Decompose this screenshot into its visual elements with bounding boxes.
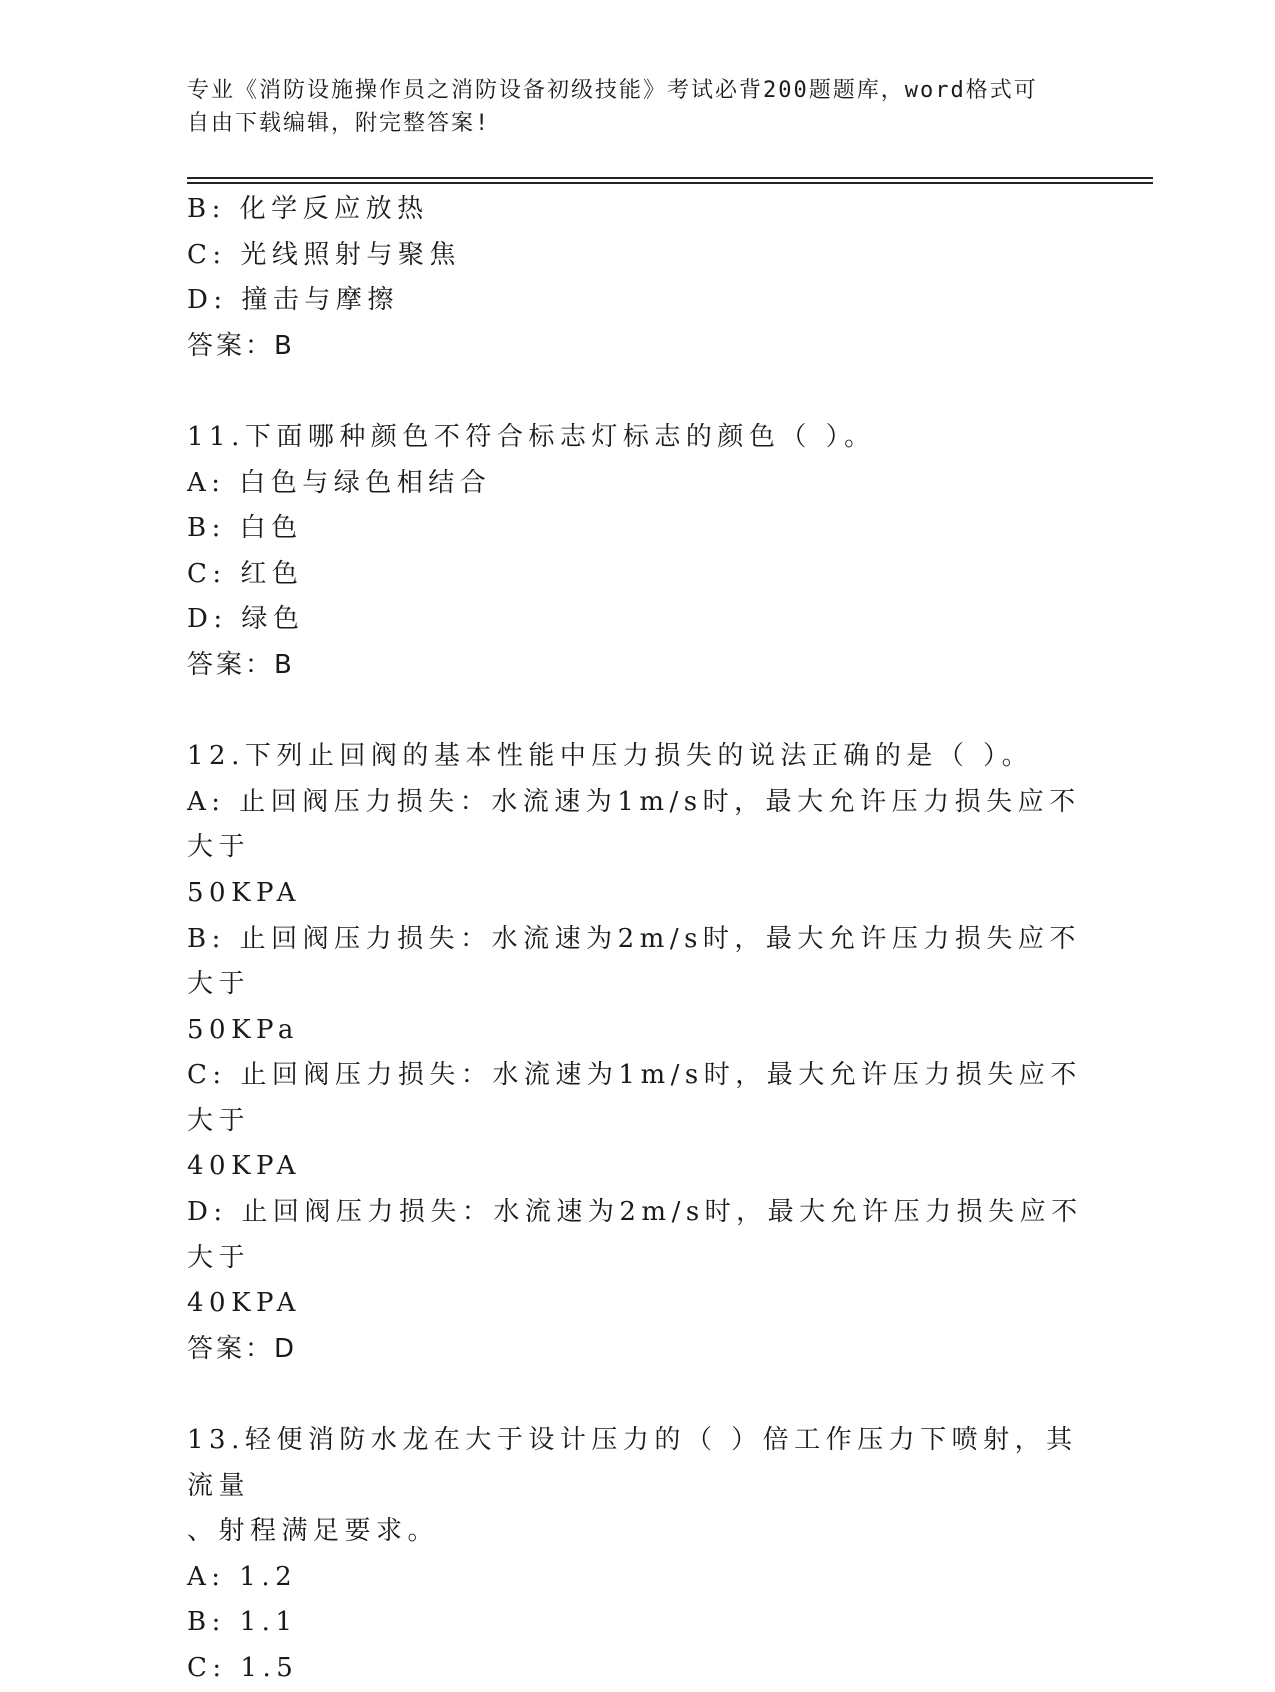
option-b: B: 化学反应放热 bbox=[187, 194, 429, 224]
header-divider-bottom bbox=[187, 182, 1153, 184]
option-b: B: 1.1 bbox=[187, 1607, 298, 1638]
option-a: A: 止回阀压力损失：水流速为1m/s时，最大允许压力损失应不大于 bbox=[187, 786, 1081, 863]
question-10 bbox=[187, 187, 1087, 369]
header-line-2: 自由下载编辑，附完整答案! bbox=[187, 111, 491, 136]
spacer bbox=[187, 1372, 1087, 1418]
option-c-continued: 40KPA bbox=[187, 1151, 301, 1182]
option-d: D: 撞击与摩擦 bbox=[187, 285, 399, 316]
question-list bbox=[187, 187, 1087, 1692]
document-header bbox=[187, 74, 1067, 140]
question-text-continued: 、射程满足要求。 bbox=[187, 1516, 440, 1547]
option-d: D: 绿色 bbox=[187, 604, 305, 635]
option-c: C: 光线照射与聚焦 bbox=[187, 239, 461, 270]
question-11 bbox=[187, 415, 1087, 689]
option-c: C: 红色 bbox=[187, 558, 304, 589]
option-c: C: 止回阀压力损失：水流速为1m/s时，最大允许压力损失应不大于 bbox=[187, 1060, 1082, 1136]
option-d-continued: 40KPA bbox=[187, 1288, 301, 1319]
option-a-continued: 50KPA bbox=[187, 877, 301, 908]
spacer bbox=[187, 689, 1087, 735]
question-text: 12.下列止回阀的基本性能中压力损失的说法正确的是（ ）。 bbox=[187, 741, 1034, 772]
option-a: A: 1.2 bbox=[187, 1561, 298, 1592]
header-line-1: 专业《消防设施操作员之消防设备初级技能》考试必背200题题库，word格式可 bbox=[187, 78, 1038, 103]
question-12 bbox=[187, 734, 1087, 1372]
answer: 答案：B bbox=[187, 330, 295, 361]
header-divider-top bbox=[187, 177, 1153, 179]
answer: 答案：B bbox=[187, 649, 295, 680]
option-a: A: 白色与绿色相结合 bbox=[187, 467, 492, 498]
question-text: 13.轻便消防水龙在大于设计压力的（ ）倍工作压力下喷射，其流量 bbox=[187, 1425, 1078, 1501]
option-d: D: 止回阀压力损失：水流速为2m/s时，最大允许压力损失应不大于 bbox=[187, 1197, 1083, 1273]
option-b: B: 白色 bbox=[187, 513, 303, 544]
option-b: B: 止回阀压力损失：水流速为2m/s时，最大允许压力损失应不大于 bbox=[187, 923, 1081, 1000]
option-b-continued: 50KPa bbox=[187, 1014, 299, 1045]
spacer bbox=[187, 369, 1087, 415]
question-13 bbox=[187, 1418, 1087, 1692]
question-text: 11.下面哪种颜色不符合标志灯标志的颜色（ ）。 bbox=[187, 421, 876, 452]
option-c: C: 1.5 bbox=[187, 1653, 299, 1683]
answer: 答案：D bbox=[187, 1333, 298, 1364]
